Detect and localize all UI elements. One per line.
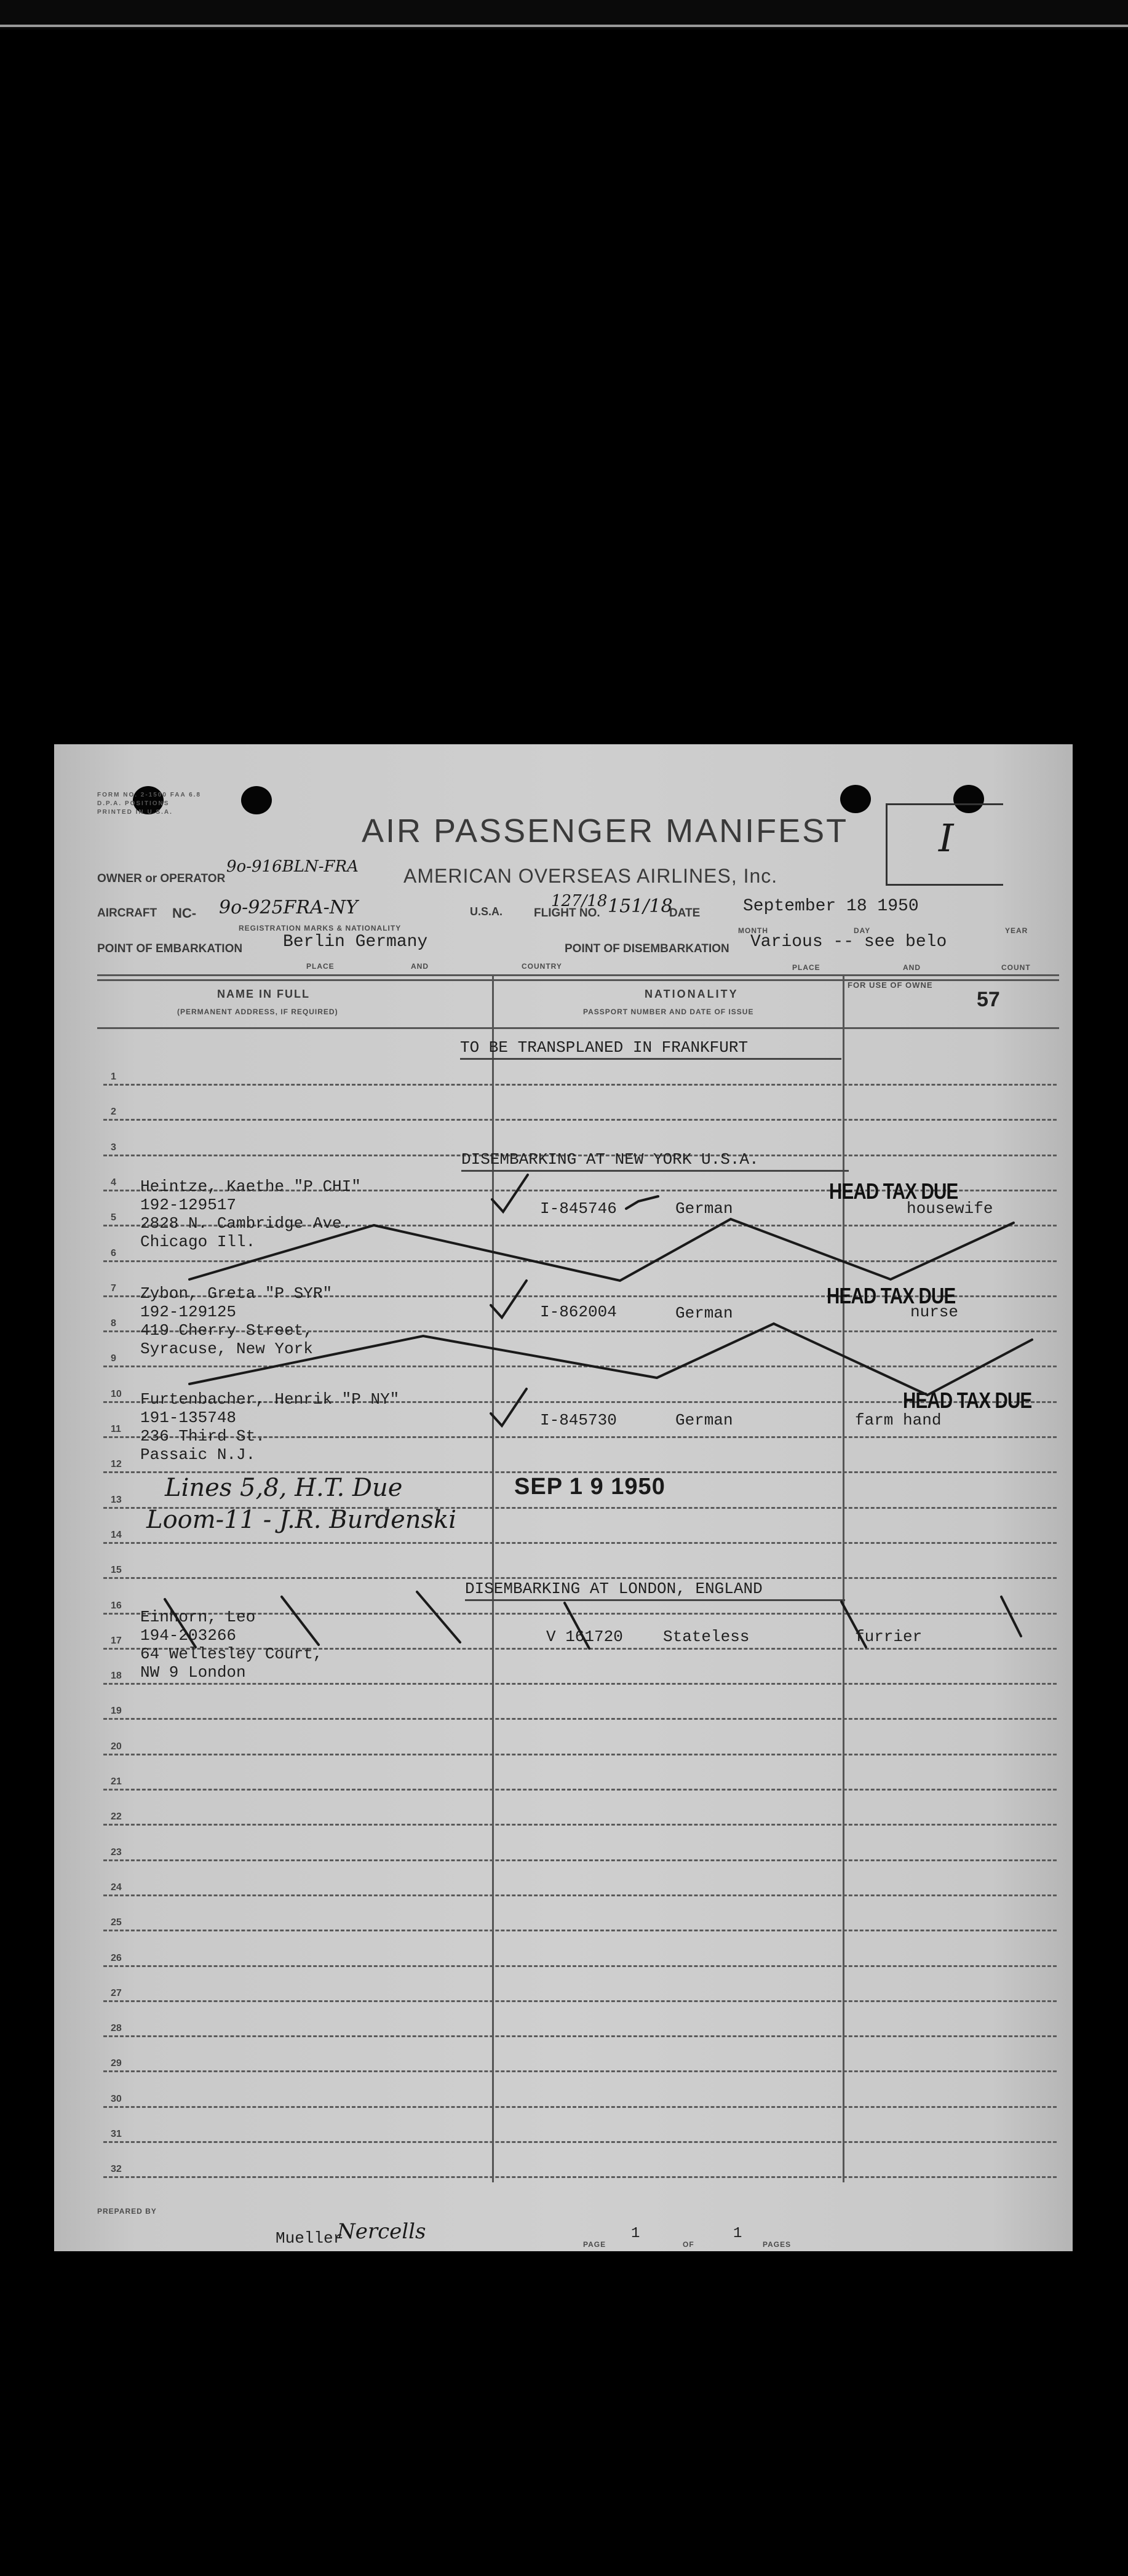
- passenger-number: 194-203266: [140, 1626, 237, 1645]
- date-sub-year: YEAR: [1005, 926, 1028, 935]
- passenger-passport: I-845730: [540, 1411, 617, 1429]
- disembark-label: POINT OF DISEMBARKATION: [565, 942, 729, 955]
- row-number: 19: [111, 1706, 122, 1716]
- slash-mark: [417, 1592, 460, 1642]
- passenger-occupation: nurse: [910, 1303, 959, 1321]
- passenger-name: Einhorn, Leo: [140, 1608, 256, 1626]
- aircraft-value: 9o-925FRA-NY: [219, 897, 358, 918]
- prepared-name: Mueller: [276, 2229, 343, 2248]
- passenger-passport: I-845746: [540, 1199, 617, 1218]
- row-number: 30: [111, 2094, 122, 2104]
- head-tax-stamp: HEAD TAX DUE: [829, 1179, 958, 1204]
- use-column-number: 57: [977, 988, 1000, 1011]
- disembark-sub-and: AND: [903, 963, 921, 972]
- check-mark: [491, 1389, 526, 1426]
- date-label: DATE: [669, 907, 701, 920]
- date-sub-day: DAY: [854, 926, 871, 935]
- passenger-city: Syracuse, New York: [140, 1340, 313, 1358]
- check-mark: [492, 1175, 528, 1212]
- date-sub-month: MONTH: [738, 926, 768, 935]
- row-number: 16: [111, 1600, 122, 1611]
- row-number: 17: [111, 1636, 122, 1646]
- row-number: 3: [111, 1142, 116, 1153]
- passenger-address: 419 Cherry Street,: [140, 1321, 313, 1340]
- owner-handwritten: 9o-916BLN-FRA: [226, 857, 359, 876]
- date-value: September 18 1950: [743, 897, 919, 916]
- embark-sub-and: AND: [411, 962, 429, 971]
- passenger-nationality: German: [675, 1304, 733, 1322]
- manifest-title: AIR PASSENGER MANIFEST: [362, 813, 849, 849]
- head-tax-stamp: HEAD TAX DUE: [903, 1388, 1032, 1413]
- passenger-name: Furtenbacher, Henrik "P NY": [140, 1390, 400, 1409]
- name-column-header: NAME IN FULL: [217, 988, 310, 1000]
- section-transplane: TO BE TRANSPLANED IN FRANKFURT: [460, 1038, 749, 1057]
- passenger-name: Heintze, Kaethe "P CHI": [140, 1177, 361, 1196]
- row-number: 31: [111, 2129, 122, 2139]
- row-number: 1: [111, 1071, 116, 1082]
- row-number: 29: [111, 2058, 122, 2069]
- row-number: 22: [111, 1811, 122, 1822]
- page-marker: I: [939, 816, 954, 861]
- row-number: 13: [111, 1495, 122, 1505]
- page-label: PAGE: [583, 2240, 606, 2249]
- handwritten-signature: Loom-11 - J.R. Burdenski: [146, 1506, 457, 1534]
- manifest-sheet: [54, 744, 1073, 2251]
- passenger-number: 192-129125: [140, 1303, 237, 1321]
- embark-sub-country: COUNTRY: [522, 962, 562, 971]
- date-stamp: SEP 1 9 1950: [514, 1474, 665, 1500]
- disembark-value: Various -- see belo: [750, 932, 947, 952]
- check-mark: [491, 1281, 526, 1318]
- row-number: 23: [111, 1847, 122, 1858]
- slash-mark: [1001, 1597, 1021, 1636]
- passenger-number: 191-135748: [140, 1409, 237, 1427]
- row-number: 4: [111, 1177, 116, 1188]
- passenger-address: 236 Third St.: [140, 1427, 265, 1445]
- embark-label: POINT OF EMBARKATION: [97, 942, 243, 955]
- row-number: 7: [111, 1283, 116, 1294]
- aircraft-prefix: NC-: [172, 905, 197, 921]
- pen-marks: [54, 744, 1073, 2251]
- zigzag-line: [189, 1324, 1032, 1395]
- name-column-subheader: (PERMANENT ADDRESS, IF REQUIRED): [177, 1008, 338, 1016]
- passenger-address: 2828 N. Cambridge Ave.: [140, 1214, 352, 1233]
- embark-value: Berlin Germany: [283, 932, 428, 952]
- passenger-occupation: furrier: [855, 1628, 923, 1646]
- passenger-nationality: German: [675, 1199, 733, 1218]
- owner-flight-handwritten: 127/18: [551, 892, 608, 910]
- of-label: OF: [683, 2240, 694, 2249]
- aircraft-country: U.S.A.: [470, 905, 503, 918]
- row-number: 32: [111, 2164, 122, 2174]
- row-number: 18: [111, 1671, 122, 1681]
- nationality-column-header: NATIONALITY: [645, 988, 739, 1000]
- row-number: 6: [111, 1248, 116, 1258]
- prepared-signature: Nercells: [337, 2219, 426, 2244]
- row-number: 11: [111, 1424, 121, 1434]
- disembark-sub-country: COUNT: [1001, 963, 1031, 972]
- head-tax-stamp: HEAD TAX DUE: [827, 1283, 956, 1308]
- pages-total: 1: [733, 2225, 742, 2242]
- pages-label: PAGES: [763, 2240, 792, 2249]
- printer-note: FORM NO. 2-1500 FAA 6.8 D.P.A. POSITIONS PRINTED IN U.S.A.: [97, 792, 201, 816]
- film-edge-line: [0, 25, 1128, 27]
- row-number: 12: [111, 1459, 122, 1469]
- page-number: 1: [631, 2225, 640, 2242]
- nationality-column-subheader: PASSPORT NUMBER AND DATE OF ISSUE: [583, 1008, 754, 1016]
- row-number: 9: [111, 1353, 116, 1364]
- slash-mark: [565, 1603, 589, 1648]
- row-number: 8: [111, 1318, 116, 1329]
- disembark-sub-place: PLACE: [792, 963, 820, 972]
- slash-mark: [165, 1599, 196, 1647]
- row-number: 24: [111, 1882, 122, 1893]
- row-number: 26: [111, 1953, 122, 1963]
- row-number: 27: [111, 1988, 122, 1998]
- section-new-york: DISEMBARKING AT NEW YORK U.S.A.: [461, 1150, 759, 1169]
- registration-note: REGISTRATION MARKS & NATIONALITY: [239, 924, 402, 932]
- row-number: 14: [111, 1530, 122, 1540]
- passenger-city: NW 9 London: [140, 1663, 246, 1682]
- aircraft-label: AIRCRAFT: [97, 907, 157, 920]
- owner-label: OWNER or OPERATOR: [97, 872, 226, 885]
- row-number: 28: [111, 2023, 122, 2033]
- passenger-nationality: German: [675, 1411, 733, 1429]
- passenger-city: Passaic N.J.: [140, 1445, 256, 1464]
- passenger-occupation: farm hand: [855, 1411, 942, 1429]
- row-number: 10: [111, 1389, 122, 1399]
- passenger-name: Zybon, Greta "P SYR": [140, 1284, 333, 1303]
- passenger-passport: I-862004: [540, 1303, 617, 1321]
- passenger-address: 64 Wellesley Court,: [140, 1645, 323, 1663]
- passenger-city: Chicago Ill.: [140, 1233, 256, 1251]
- row-number: 15: [111, 1565, 122, 1575]
- passenger-passport: V 161720: [546, 1628, 623, 1646]
- passenger-number: 192-129517: [140, 1196, 237, 1214]
- section-london: DISEMBARKING AT LONDON, ENGLAND: [465, 1580, 763, 1598]
- embark-sub-place: PLACE: [306, 962, 335, 971]
- row-number: 25: [111, 1917, 122, 1928]
- check-mark: [626, 1196, 658, 1209]
- passenger-nationality: Stateless: [663, 1628, 750, 1646]
- row-number: 21: [111, 1776, 122, 1787]
- passenger-occupation: housewife: [907, 1199, 993, 1218]
- zigzag-line: [189, 1219, 1014, 1281]
- row-number: 5: [111, 1212, 116, 1223]
- slash-mark: [841, 1602, 866, 1647]
- use-column-header: FOR USE OF OWNE: [848, 980, 933, 990]
- owner-value: AMERICAN OVERSEAS AIRLINES, Inc.: [403, 865, 778, 887]
- flight-value: 151/18: [608, 896, 673, 917]
- slash-mark: [282, 1597, 319, 1645]
- row-number: 2: [111, 1107, 116, 1117]
- handwritten-note: Lines 5,8, H.T. Due: [165, 1474, 403, 1502]
- prepared-label: PREPARED BY: [97, 2207, 157, 2216]
- row-number: 20: [111, 1741, 122, 1752]
- flight-label: FLIGHT NO.: [534, 907, 600, 920]
